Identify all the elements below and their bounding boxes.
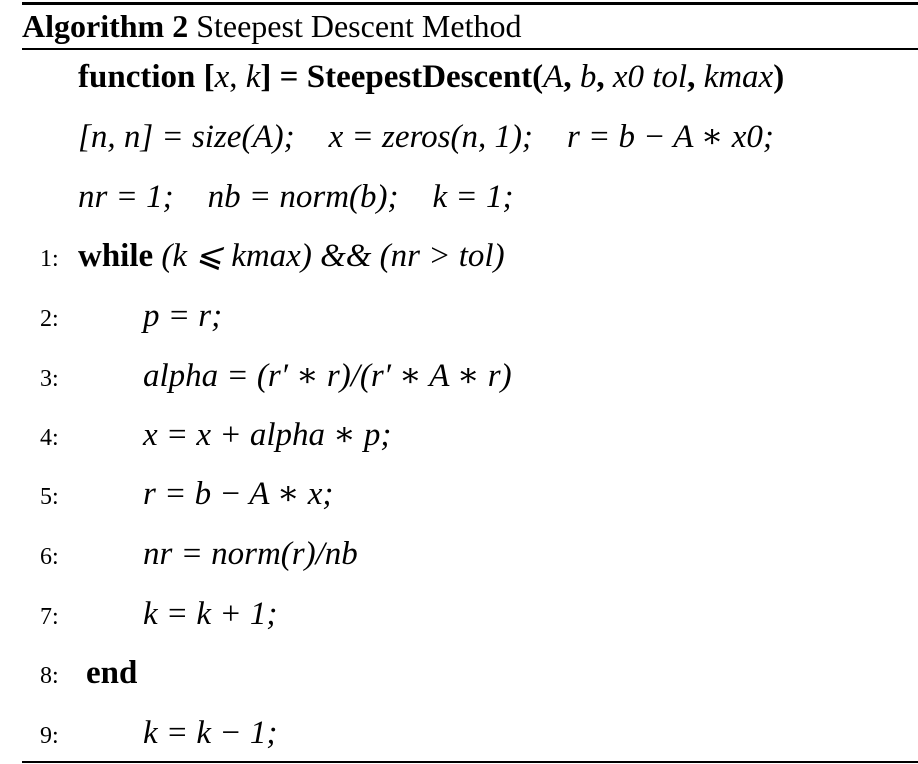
init-nr: nr = 1; [78,179,174,215]
algorithm-label: Algorithm 2 [22,8,189,44]
init-size: [n, n] = size(A); [78,119,295,155]
step-nr-update: nr = norm(r)/nb [143,536,358,572]
line-number: 1: [40,246,59,272]
top-rule [22,2,918,5]
init-zeros: x = zeros(n, 1); [328,119,533,155]
signature-output: x [214,59,230,95]
while-keyword: while [78,238,154,274]
init-line-1 [78,117,774,157]
init-residual: r = b − A ∗ x0; [566,119,774,155]
algorithm-caption [22,8,521,44]
init-nb: nb = norm(b); [207,179,399,215]
step-r-update: r = b − A ∗ x; [143,476,334,512]
line-number: 7: [40,604,59,630]
line-number: 3: [40,366,59,392]
arg-a: A [543,59,564,95]
line-number: 6: [40,544,59,570]
algorithm-title: Steepest Descent Method [196,8,522,44]
init-line-2 [78,177,513,217]
function-name: SteepestDescent( [306,59,544,95]
init-k: k = 1; [432,179,514,215]
function-signature: function [x, k] = SteepestDescent(A, b, x0 tol, kmax) [78,59,785,95]
arg-b: b [579,59,597,95]
while-condition: (k ⩽ kmax) && (nr > tol) [153,238,505,274]
step-alpha: alpha = (r′ ∗ r)/(r′ ∗ A ∗ r) [143,358,512,394]
bottom-rule [22,761,918,763]
line-number: 9: [40,723,59,749]
signature-close: ) [773,59,785,95]
caption-rule [22,48,918,50]
function-keyword: function [78,59,196,95]
line-number: 4: [40,425,59,451]
arg-x0-tol: x0 tol [612,59,688,95]
step-while [78,236,505,276]
line-number: 5: [40,484,59,510]
step-k-decrement: k = k − 1; [143,715,278,751]
step-k-increment: k = k + 1; [143,596,278,632]
step-x-update: x = x + alpha ∗ p; [143,417,392,453]
signature-equals: = [271,59,307,95]
step-p-assign: p = r; [143,298,223,334]
arg-kmax: kmax [703,59,774,95]
line-number: 2: [40,306,59,332]
end-keyword: end [86,655,138,691]
line-number: 8: [40,663,59,689]
